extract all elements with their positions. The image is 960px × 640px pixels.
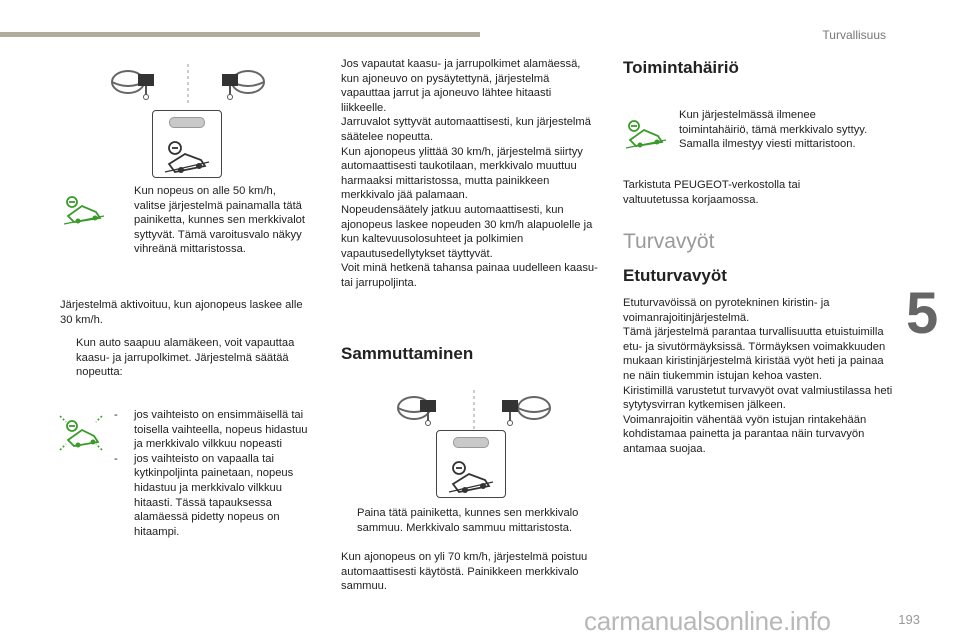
- downhill-bullet: Kun auto saapuu alamäkeen, voit vapauttaa kaasu- ja jarrupolkimet. Järjestelmä säätää nopeutta:: [60, 336, 312, 380]
- section-title-turvavyot: Turvavyöt: [623, 230, 715, 253]
- bullet-icon: [118, 184, 134, 257]
- indicator-pill: [169, 117, 205, 128]
- steering-wheel-left-icon: [112, 71, 154, 100]
- dashboard-buttons-illustration: [104, 60, 274, 106]
- section-label: Turvallisuus: [822, 28, 886, 42]
- hill-descent-car-icon: [157, 132, 217, 176]
- heading-etuturvavyot: Etuturvavyöt: [623, 266, 727, 285]
- bullet-icon: [60, 336, 76, 380]
- chapter-number: 5: [906, 281, 939, 346]
- hill-descent-blinking-icon: [56, 412, 106, 454]
- page-number: 193: [898, 612, 920, 627]
- header-bar: [0, 32, 480, 37]
- activation-bullet: Kun nopeus on alle 50 km/h, valitse järjestelmä painamalla tätä painiketta, kunnes sen merkkivalot syttyvät. Tämä varoitusvalo näkyy vihreänä mittaristossa.: [118, 184, 308, 257]
- check-text: Tarkistuta PEUGEOT-verkostolla tai valtuutetussa korjaamossa.: [623, 179, 801, 206]
- bullet-icon: [341, 506, 357, 535]
- speed-conditions-list: [114, 408, 314, 539]
- heading-sammuttaminen: Sammuttaminen: [341, 344, 474, 363]
- dashboard-buttons-illustration-2: [390, 386, 560, 432]
- hill-descent-fault-icon: [622, 116, 668, 150]
- watermark: carmanualsonline.info: [584, 606, 831, 636]
- hill-descent-button-panel-2: [436, 430, 506, 498]
- activation-paragraph: Järjestelmä aktivoituu, kun ajonopeus laskee alle 30 km/h.: [60, 299, 303, 326]
- column2-text: Jos vapautat kaasu- ja jarrupolkimet alamäessä, kun ajoneuvo on pysäytettynä, järjestelmä vapauttaa jarrut ja ajoneuvo lähtee hitaasti liikkeelle. Jarruvalot syttyvät automaattisesti, kun järjestelmä säätelee nopeutta. Kun ajonopeus ylittää 30 km/h, järjestelmä siirtyy automaattisesti taukotilaan, merkkivalo muuttuu harmaaksi mittaristossa, mutta painikkeen merkkivalo jää palamaan. Nopeudensäätely jatkuu automaattisesti, kun ajonopeus laskee nopeuden 30 km/h alapuolelle ja kun kaltevuusolosuhteet ja polkimien vapautusedellytykset täyttyvät. Voit minä hetkenä tahansa painaa uudelleen kaasu- tai jarrupoljinta.: [341, 58, 598, 289]
- hill-descent-car-icon: [441, 452, 501, 496]
- deactivate-bullet: Paina tätä painiketta, kunnes sen merkkivalo sammuu. Merkkivalo sammuu mittaristosta.: [341, 506, 601, 535]
- steering-wheel-right-icon: [222, 71, 264, 100]
- list-item: - jos vaihteisto on vapaalla tai kytkinpoljinta painetaan, nopeus hidastuu ja merkkivalo vilkkuu hitaasti. Tässä tapauksessa alamäessä pidetty nopeus on hitaampi.: [114, 452, 294, 538]
- heading-toimintahairio: Toimintahäiriö: [623, 58, 739, 77]
- seatbelt-text: Etuturvavöissä on pyrotekninen kiristin- ja voimanrajoitinjärjestelmä. Tämä järjestelmä parantaa turvallisuutta etuistuimilla etu- ja sivutörmäyksissä. Törmäyksen voimakkuuden mukaan kiristinjärjestelmä kiristää vyöt heti ja painaa ne näin tiukemmin istujan kehoa vasten. Kiristimillä varustetut turvavyöt ovat valmiustilassa heti sytytysvirran kytkemisen jälkeen. Voimanrajoitin vähentää vyön istujan rintakehään kohdistamaa painetta ja parantaa näin turvavyön antamaa suojaa.: [623, 297, 893, 455]
- auto-off-paragraph: Kun ajonopeus on yli 70 km/h, järjestelmä poistuu automaattisesti käytöstä. Painikkeen merkkivalo sammuu.: [341, 551, 588, 593]
- hill-descent-green-icon: [60, 192, 106, 226]
- indicator-pill: [453, 437, 489, 448]
- list-item: - jos vaihteisto on ensimmäisellä tai toisella vaihteella, nopeus hidastuu ja merkkivalo vilkkuu nopeasti: [114, 409, 308, 451]
- fault-text: Kun järjestelmässä ilmenee toimintahäiriö, tämä merkkivalo syttyy. Samalla ilmestyy viesti mittaristoon.: [679, 109, 868, 151]
- hill-descent-button-panel: [152, 110, 222, 178]
